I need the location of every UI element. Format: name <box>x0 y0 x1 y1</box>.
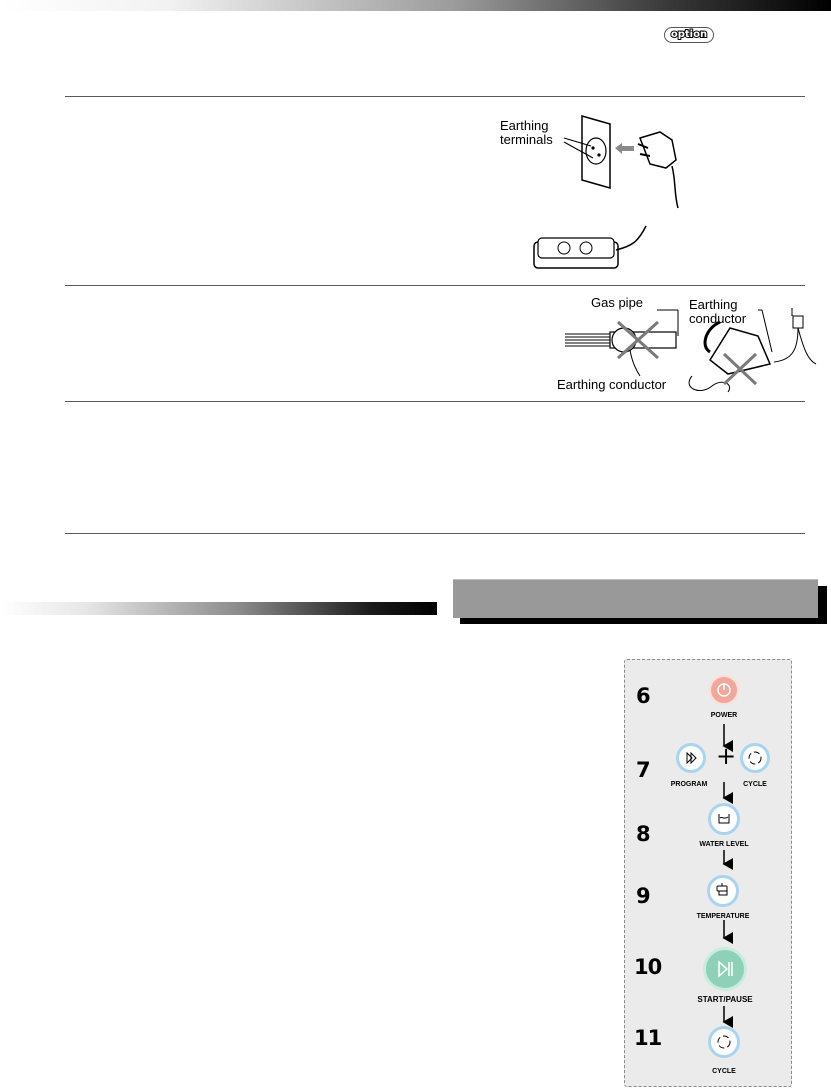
plus-connector: + <box>716 742 737 770</box>
section-divider-1 <box>65 96 805 97</box>
start-pause-button[interactable] <box>703 947 747 991</box>
step-number: 7 <box>636 758 650 782</box>
earthing-conductor-bottom-label: Earthing conductor <box>557 377 667 392</box>
section-divider-4 <box>65 533 805 534</box>
power-button-label: POWER <box>710 712 738 719</box>
cycle-button-label: CYCLE <box>743 781 767 788</box>
earthing-conductor-top-label: Earthing conductor <box>689 297 747 326</box>
option-badge-label: option <box>670 29 708 40</box>
multi-socket-illustration <box>528 222 658 274</box>
program-button-label: PROGRAM <box>670 781 708 788</box>
earthing-terminals-label: Earthing terminals <box>500 118 553 147</box>
gas-pipe-and-phone-illustration <box>560 297 820 400</box>
play-pause-icon <box>706 950 744 988</box>
water-level-button[interactable] <box>708 803 740 835</box>
program-button[interactable] <box>676 743 706 773</box>
step-number: 10 <box>634 955 662 979</box>
cycle-icon <box>743 746 767 770</box>
header-gradient-bar <box>0 0 831 11</box>
temperature-button-label: TEMPERATURE <box>696 913 750 920</box>
socket-and-plug-illustration <box>560 110 710 210</box>
gas-pipe-label: Gas pipe <box>591 295 644 310</box>
step-number: 8 <box>636 822 650 846</box>
section-gradient-bar <box>0 602 437 615</box>
section-header-box <box>453 579 818 618</box>
option-badge <box>664 27 714 43</box>
step-number: 6 <box>636 684 650 708</box>
fast-forward-icon <box>679 746 703 770</box>
step-number: 9 <box>636 884 650 908</box>
section-divider-3 <box>65 401 805 402</box>
water-level-icon <box>711 806 737 832</box>
cycle-button[interactable] <box>740 743 770 773</box>
section-divider-2 <box>65 285 805 286</box>
step-number: 11 <box>634 1026 662 1050</box>
water-level-button-label: WATER LEVEL <box>699 841 749 848</box>
start-pause-button-label: START/PAUSE <box>697 995 753 1004</box>
power-button[interactable] <box>709 675 739 705</box>
tap-icon <box>710 878 736 904</box>
temperature-button[interactable] <box>707 875 739 907</box>
cycle-button-label: CYCLE <box>712 1068 736 1075</box>
cycle-button[interactable] <box>708 1026 740 1058</box>
cycle-icon <box>711 1029 737 1055</box>
power-icon <box>711 677 737 703</box>
